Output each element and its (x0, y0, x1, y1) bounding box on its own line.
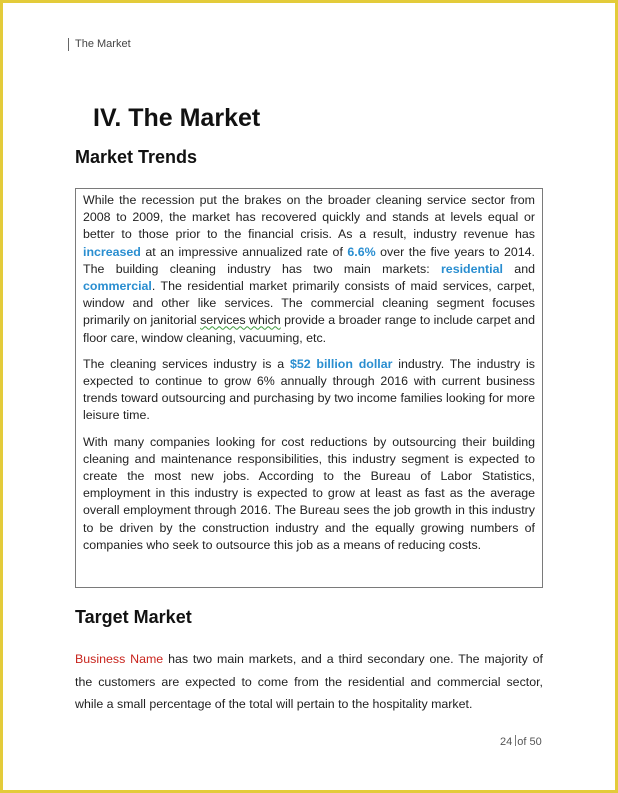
highlight-residential: residential (440, 261, 503, 276)
business-name-placeholder: Business Name (75, 652, 164, 666)
chapter-title: IV. The Market (93, 104, 261, 132)
trends-paragraph-3: With many companies looking for cost reductions by outsourcing their building cleaning and maintenance responsibilities, this industry segment is expected to create the most new jobs. According to the Bureau of Labor Statistics, employment in this industry is expected to grow at least as fast as the average overall employment through 2016. The Bureau sees the job growth in this industry to be driven by the construction industry and the equally growing numbers of companies who seek to outsource this job as a means of reducing costs. (83, 434, 535, 552)
text-run: has two main markets, and a third secondary one. The majority of the customers are expected to come from the residential and commercial sector, while a small percentage of the total will pertain to the hospitality market. (75, 652, 543, 711)
grammar-flagged-text: services which (200, 313, 281, 328)
text-run: over the five years to 2014. The building cleaning industry has two main markets: (83, 244, 535, 276)
page-total: of 50 (517, 736, 542, 748)
highlight-commercial: commercial (83, 279, 152, 294)
trends-paragraph-2 (83, 356, 535, 425)
text-run: at an impressive annualized rate of (140, 244, 348, 259)
text-run: . The residential market primarily consists of maid services, carpet, window and other like services. The commercial cleaning segment focuses primarily on janitorial (83, 279, 535, 328)
text-run: and (502, 261, 535, 276)
market-trends-heading: Market Trends (75, 147, 198, 167)
highlight-growth-rate: 6.6% (347, 244, 376, 259)
highlight-increased: increased (83, 244, 141, 259)
text-run: While the recession put the brakes on the broader cleaning service sector from 2008 to 2009, the market has recovered quickly and stands at levels equal or better to those prior to the financial crisis. As a result, industry revenue has (83, 193, 535, 242)
header-divider (68, 38, 69, 51)
text-run: industry. The industry is expected to continue to grow 6% annually through 2016 with current business trends toward outsourcing and purchasing by two income families looking for more leisure time. (83, 356, 535, 423)
highlight-industry-size: $52 billion dollar (289, 356, 393, 371)
market-trends-box (75, 188, 543, 588)
target-market-heading: Target Market (75, 607, 192, 627)
page-current: 24 (500, 736, 513, 748)
text-run: provide a broader range to include carpet and floor care, window cleaning, vacuuming, etc. (83, 313, 535, 345)
target-market-paragraph (75, 648, 543, 716)
running-header: The Market (75, 38, 131, 50)
trends-paragraph-1 (83, 192, 535, 347)
text-run: The cleaning services industry is a (83, 356, 290, 371)
page-number (500, 735, 542, 748)
